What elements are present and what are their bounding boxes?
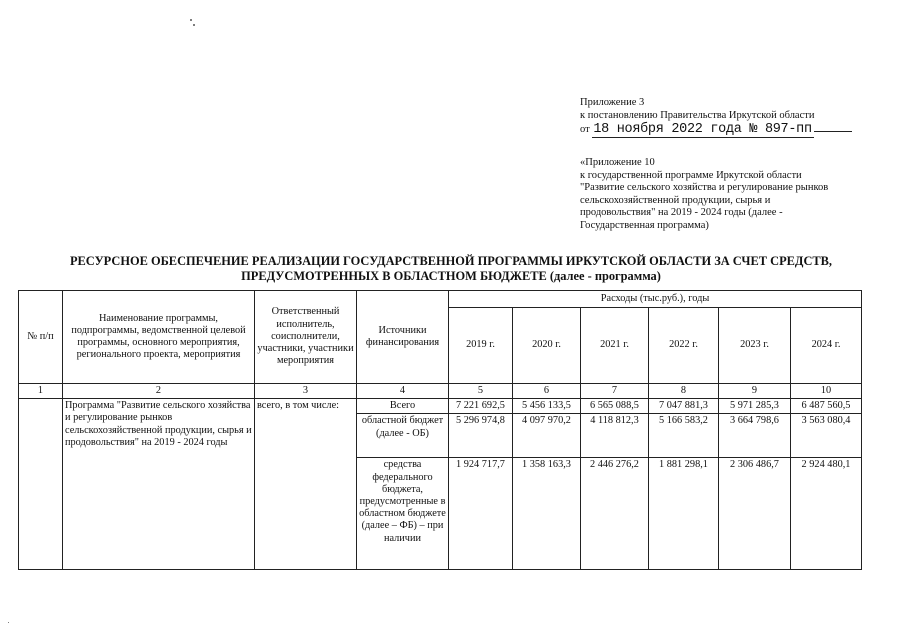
scan-speck bbox=[8, 622, 9, 623]
header-year: 2020 г. bbox=[513, 308, 581, 384]
reference-line: сельскохозяйственной продукции, сырья и bbox=[580, 194, 771, 206]
value-cell: 7 047 881,3 bbox=[649, 399, 719, 414]
header-year: 2023 г. bbox=[719, 308, 791, 384]
scan-speck bbox=[193, 24, 195, 26]
column-number: 7 bbox=[581, 384, 649, 399]
header-num: № п/п bbox=[19, 291, 63, 384]
header-sources: Источники финансирования bbox=[357, 291, 449, 384]
program-responsible: всего, в том числе: bbox=[255, 399, 357, 570]
resource-table bbox=[18, 290, 862, 570]
value-cell: 2 924 480,1 bbox=[791, 458, 862, 570]
header-year: 2022 г. bbox=[649, 308, 719, 384]
column-number: 3 bbox=[255, 384, 357, 399]
header-expenses: Расходы (тыс.руб.), годы bbox=[449, 291, 862, 308]
reference-line: "Развитие сельского хозяйства и регулирование рынков bbox=[580, 182, 829, 194]
reference-line: Государственная программа) bbox=[580, 219, 709, 231]
value-cell: 4 097 970,2 bbox=[513, 414, 581, 458]
reference-line: продовольствия" на 2019 - 2024 годы (далее - bbox=[580, 207, 783, 219]
header-responsible: Ответственный исполнитель, соисполнители, участники, участники мероприятия bbox=[255, 291, 357, 384]
program-name: Программа "Развитие сельского хозяйства и регулирование рынков сельскохозяйственной продукции, сырья и продовольствия" на 2019 - 2024 годы bbox=[63, 399, 255, 570]
column-number: 10 bbox=[791, 384, 862, 399]
header-name: Наименование программы, подпрограммы, ведомственной целевой программы, основного мероприятия, регионального проекта, мероприятия bbox=[63, 291, 255, 384]
value-cell: 5 296 974,8 bbox=[449, 414, 513, 458]
value-cell: 6 487 560,5 bbox=[791, 399, 862, 414]
value-cell: 1 881 298,1 bbox=[649, 458, 719, 570]
header-year: 2019 г. bbox=[449, 308, 513, 384]
value-cell: 6 565 088,5 bbox=[581, 399, 649, 414]
column-number-row bbox=[19, 384, 862, 399]
title-line-2 bbox=[30, 269, 872, 284]
scan-speck bbox=[190, 19, 192, 21]
value-cell: 2 306 486,7 bbox=[719, 458, 791, 570]
source-cell: областной бюджет (далее - ОБ) bbox=[357, 414, 449, 458]
title-line-1: РЕСУРСНОЕ ОБЕСПЕЧЕНИЕ РЕАЛИЗАЦИИ ГОСУДАРСТВЕННОЙ ПРОГРАММЫ ИРКУТСКОЙ ОБЛАСТИ ЗА СЧЕТ СРЕДСТВ, bbox=[69, 254, 833, 268]
value-cell: 3 563 080,4 bbox=[791, 414, 862, 458]
value-cell: 1 358 163,3 bbox=[513, 458, 581, 570]
appendix-decree: к постановлению Правительства Иркутской области bbox=[580, 110, 815, 121]
value-cell: 2 446 276,2 bbox=[581, 458, 649, 570]
value-cell: 5 166 583,2 bbox=[649, 414, 719, 458]
value-cell: 5 971 285,3 bbox=[719, 399, 791, 414]
reference-line: к государственной программе Иркутской области bbox=[580, 169, 802, 181]
column-number: 8 bbox=[649, 384, 719, 399]
appendix-date-line bbox=[580, 122, 880, 136]
appendix-date-underline bbox=[814, 122, 852, 132]
value-cell: 3 664 798,6 bbox=[719, 414, 791, 458]
program-num bbox=[19, 399, 63, 570]
value-cell: 7 221 692,5 bbox=[449, 399, 513, 414]
value-cell: 1 924 717,7 bbox=[449, 458, 513, 570]
column-number: 6 bbox=[513, 384, 581, 399]
source-cell: средства федерального бюджета, предусмотренные в областном бюджете (далее – ФБ) – при наличии bbox=[357, 458, 449, 570]
column-number: 4 bbox=[357, 384, 449, 399]
header-year: 2024 г. bbox=[791, 308, 862, 384]
column-number: 1 bbox=[19, 384, 63, 399]
value-cell: 4 118 812,3 bbox=[581, 414, 649, 458]
column-number: 9 bbox=[719, 384, 791, 399]
table-row-total bbox=[19, 399, 862, 414]
document-title bbox=[30, 254, 872, 283]
source-cell: Всего bbox=[357, 399, 449, 414]
value-cell: 5 456 133,5 bbox=[513, 399, 581, 414]
appendix-date-handwritten: 18 ноября 2022 года № 897-пп bbox=[593, 122, 812, 137]
reference-line: «Приложение 10 bbox=[580, 157, 655, 168]
title-line-2-bold: ПРЕДУСМОТРЕННЫХ В ОБЛАСТНОМ БЮДЖЕТЕ bbox=[241, 268, 547, 283]
header-year: 2021 г. bbox=[581, 308, 649, 384]
appendix-header bbox=[580, 96, 880, 136]
appendix-date-prefix: от bbox=[580, 124, 590, 135]
column-number: 5 bbox=[449, 384, 513, 399]
title-line-2-rest: (далее - программа) bbox=[546, 268, 661, 283]
header-row-1 bbox=[19, 291, 862, 308]
appendix-title: Приложение 3 bbox=[580, 97, 645, 108]
column-number: 2 bbox=[63, 384, 255, 399]
reference-note bbox=[580, 157, 840, 233]
